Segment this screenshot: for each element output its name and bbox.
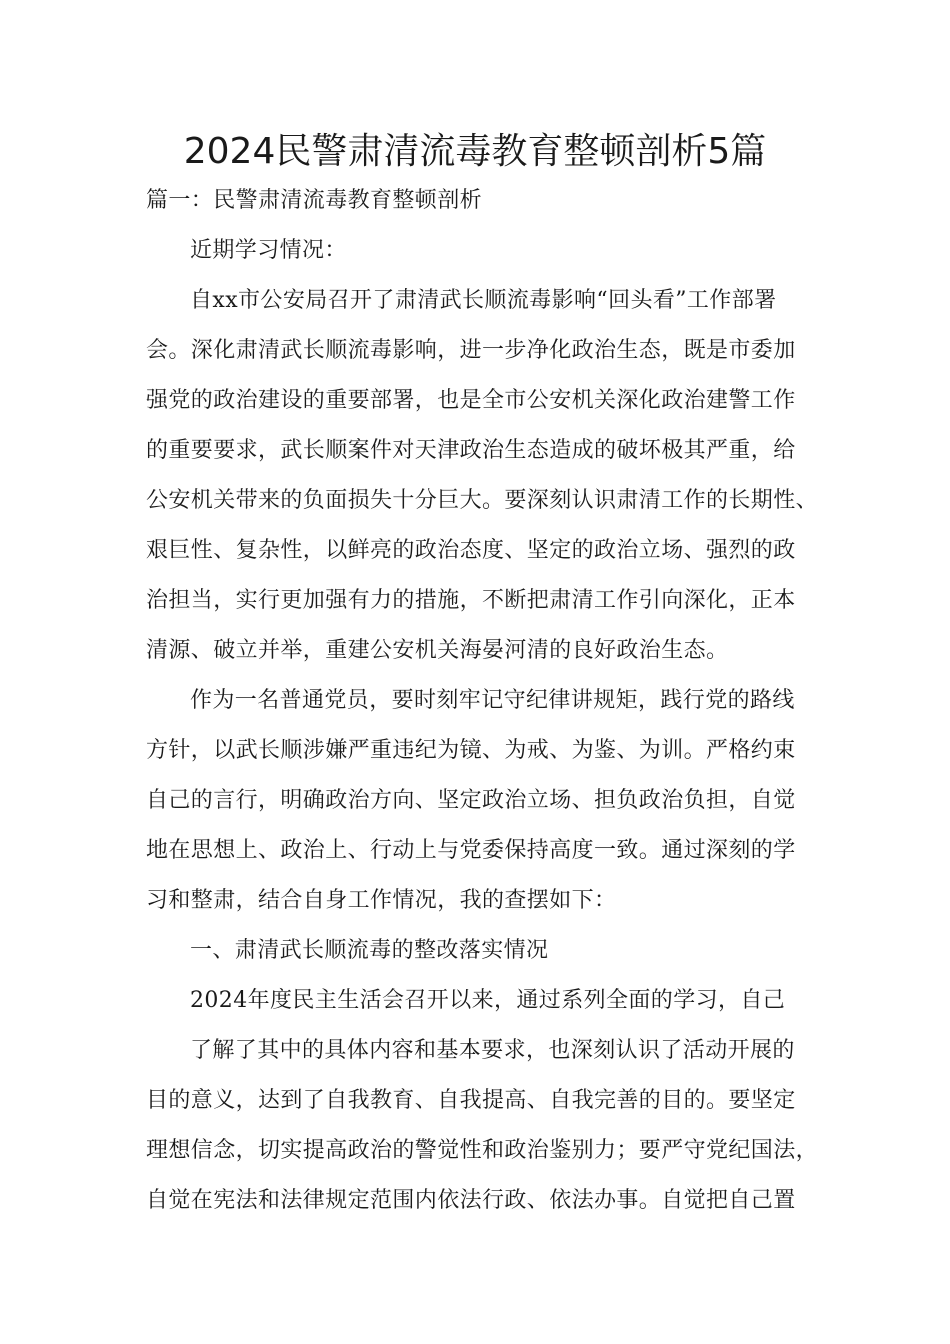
paragraph-line: 清源、破立并举，重建公安机关海晏河清的良好政治生态。 [146, 638, 729, 663]
paragraph-line: 自xx市公安局召开了肃清武长顺流毒影响“回头看”工作部署 [190, 288, 777, 313]
paragraph-line: 自觉在宪法和法律规定范围内依法行政、依法办事。自觉把自己置 [146, 1188, 796, 1213]
section-heading: 一、肃清武长顺流毒的整改落实情况 [190, 938, 549, 963]
paragraph-line: 治担当，实行更加强有力的措施，不断把肃清工作引向深化，正本 [146, 588, 796, 613]
paragraph-line: 理想信念，切实提高政治的警觉性和政治鉴别力；要严守党纪国法， [146, 1138, 819, 1163]
paragraph-line: 公安机关带来的负面损失十分巨大。要深刻认识肃清工作的长期性、 [146, 488, 819, 513]
paragraph-line: 习和整肃，结合自身工作情况，我的查摆如下： [146, 888, 617, 913]
paragraph-line: 自己的言行，明确政治方向、坚定政治立场、担负政治负担，自觉 [146, 788, 796, 813]
paragraph-line: 艰巨性、复杂性，以鲜亮的政治态度、坚定的政治立场、强烈的政 [146, 538, 796, 563]
paragraph-line: 会。深化肃清武长顺流毒影响，进一步净化政治生态，既是市委加 [146, 338, 796, 363]
paragraph-line: 目的意义，达到了自我教育、自我提高、自我完善的目的。要坚定 [146, 1088, 796, 1113]
paragraph-line: 方针，以武长顺涉嫌严重违纪为镜、为戒、为鉴、为训。严格约束 [146, 738, 796, 763]
section-heading: 篇一：民警肃清流毒教育整顿剖析 [146, 188, 483, 213]
paragraph-line: 了解了其中的具体内容和基本要求，也深刻认识了活动开展的 [190, 1038, 795, 1063]
paragraph-line: 强党的政治建设的重要部署，也是全市公安机关深化政治建警工作 [146, 388, 796, 413]
document-title: 2024民警肃清流毒教育整顿剖析5篇 [183, 131, 767, 172]
paragraph-line: 地在思想上、政治上、行动上与党委保持高度一致。通过深刻的学 [146, 838, 796, 863]
paragraph-line: 近期学习情况： [190, 238, 347, 263]
paragraph-line: 的重要要求，武长顺案件对天津政治生态造成的破坏极其严重，给 [146, 438, 796, 463]
paragraph-line: 作为一名普通党员，要时刻牢记守纪律讲规矩，践行党的路线 [190, 688, 795, 713]
paragraph-line: 2024年度民主生活会召开以来，通过系列全面的学习，自己 [190, 988, 786, 1013]
